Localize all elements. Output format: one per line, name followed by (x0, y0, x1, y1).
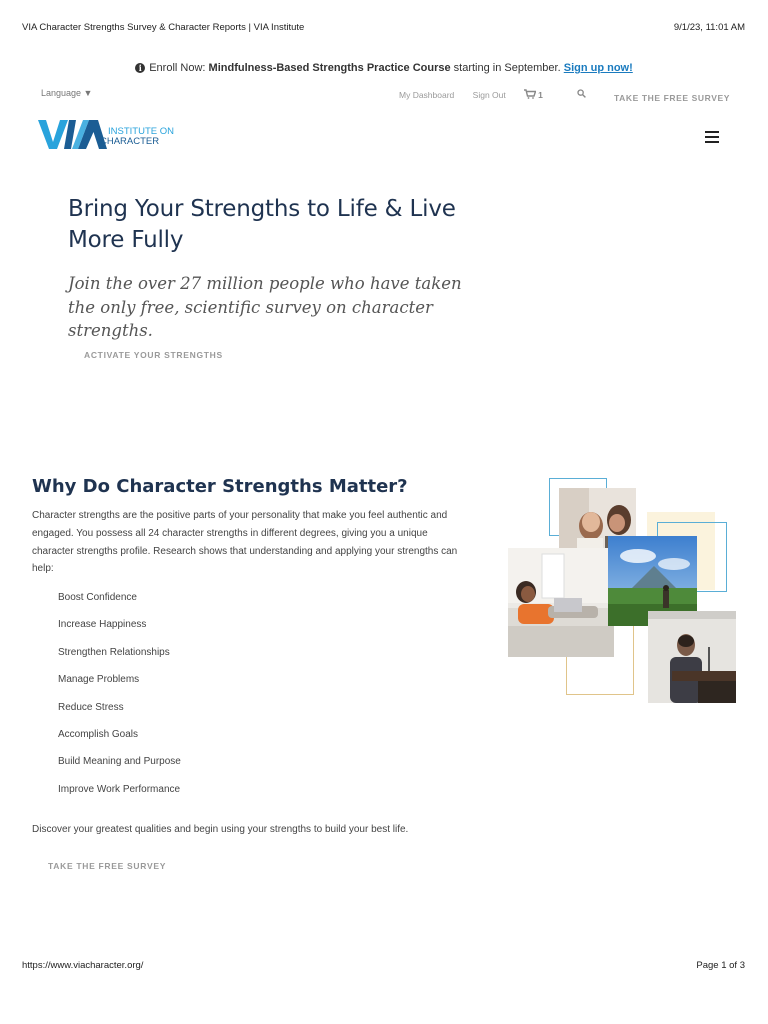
info-icon: i (135, 63, 145, 73)
why-body: Character strengths are the positive parts of your personality that make you feel authentic and engaged. You possess all 24 character strengths in different degrees, giving you a unique character strengths profile. Research shows that understanding and applying your strengths can help: (32, 510, 458, 575)
my-dashboard-link[interactable]: My Dashboard (399, 90, 455, 100)
take-survey-bottom-button[interactable]: TAKE THE FREE SURVEY (48, 861, 167, 871)
benefit-item: Manage Problems (58, 674, 140, 686)
print-title: VIA Character Strengths Survey & Character Reports | VIA Institute (22, 22, 305, 33)
top-nav (399, 89, 602, 100)
announcement-prefix: Enroll Now: (149, 62, 206, 74)
photo-man-speaker (648, 611, 736, 703)
hamburger-icon[interactable] (705, 131, 719, 146)
benefit-item: Reduce Stress (58, 701, 124, 713)
sign-out-link[interactable]: Sign Out (472, 90, 506, 100)
hero-title: Bring Your Strengths to Life & Live More Fully (68, 196, 456, 253)
photo-woman-laptop (508, 548, 614, 657)
cart-button[interactable] (524, 90, 559, 100)
take-survey-top-button[interactable]: TAKE THE FREE SURVEY (614, 93, 731, 103)
print-page-number: Page 1 of 3 (696, 960, 745, 971)
language-selector[interactable]: Language ▼ (41, 88, 93, 98)
logo-line2: CHARACTER (100, 136, 160, 147)
hero-subtitle: Join the over 27 million people who have taken the only free, scientific survey on character strengths. (68, 274, 462, 340)
via-logo[interactable] (38, 118, 178, 152)
cart-icon (524, 89, 536, 99)
benefit-item: Build Meaning and Purpose (58, 756, 181, 768)
activate-strengths-button[interactable]: ACTIVATE YOUR STRENGTHS (84, 350, 223, 360)
photo-collage (505, 478, 740, 708)
benefits-list (58, 590, 181, 809)
announcement-middle: starting in September. (453, 62, 561, 74)
announcement-signup-link[interactable]: Sign up now! (563, 62, 633, 74)
closing-text: Discover your greatest qualities and begin using your strengths to build your best life. (32, 824, 409, 835)
announcement-course: Mindfulness-Based Strengths Practice Course (208, 62, 451, 74)
benefit-item: Boost Confidence (58, 592, 137, 603)
cart-count: 1 (538, 90, 543, 100)
benefit-item: Accomplish Goals (58, 728, 139, 740)
benefit-item: Strengthen Relationships (58, 646, 170, 658)
print-datetime: 9/1/23, 11:01 AM (673, 22, 745, 33)
print-header (22, 22, 745, 33)
why-heading: Why Do Character Strengths Matter? (32, 476, 408, 497)
benefit-item: Increase Happiness (58, 619, 147, 631)
logo-line1: INSTITUTE ON (108, 126, 174, 137)
announcement-bar (0, 62, 768, 74)
print-url: https://www.viacharacter.org/ (22, 960, 144, 971)
print-footer (22, 960, 745, 971)
benefit-item: Improve Work Performance (58, 783, 181, 795)
search-icon[interactable] (577, 90, 586, 100)
